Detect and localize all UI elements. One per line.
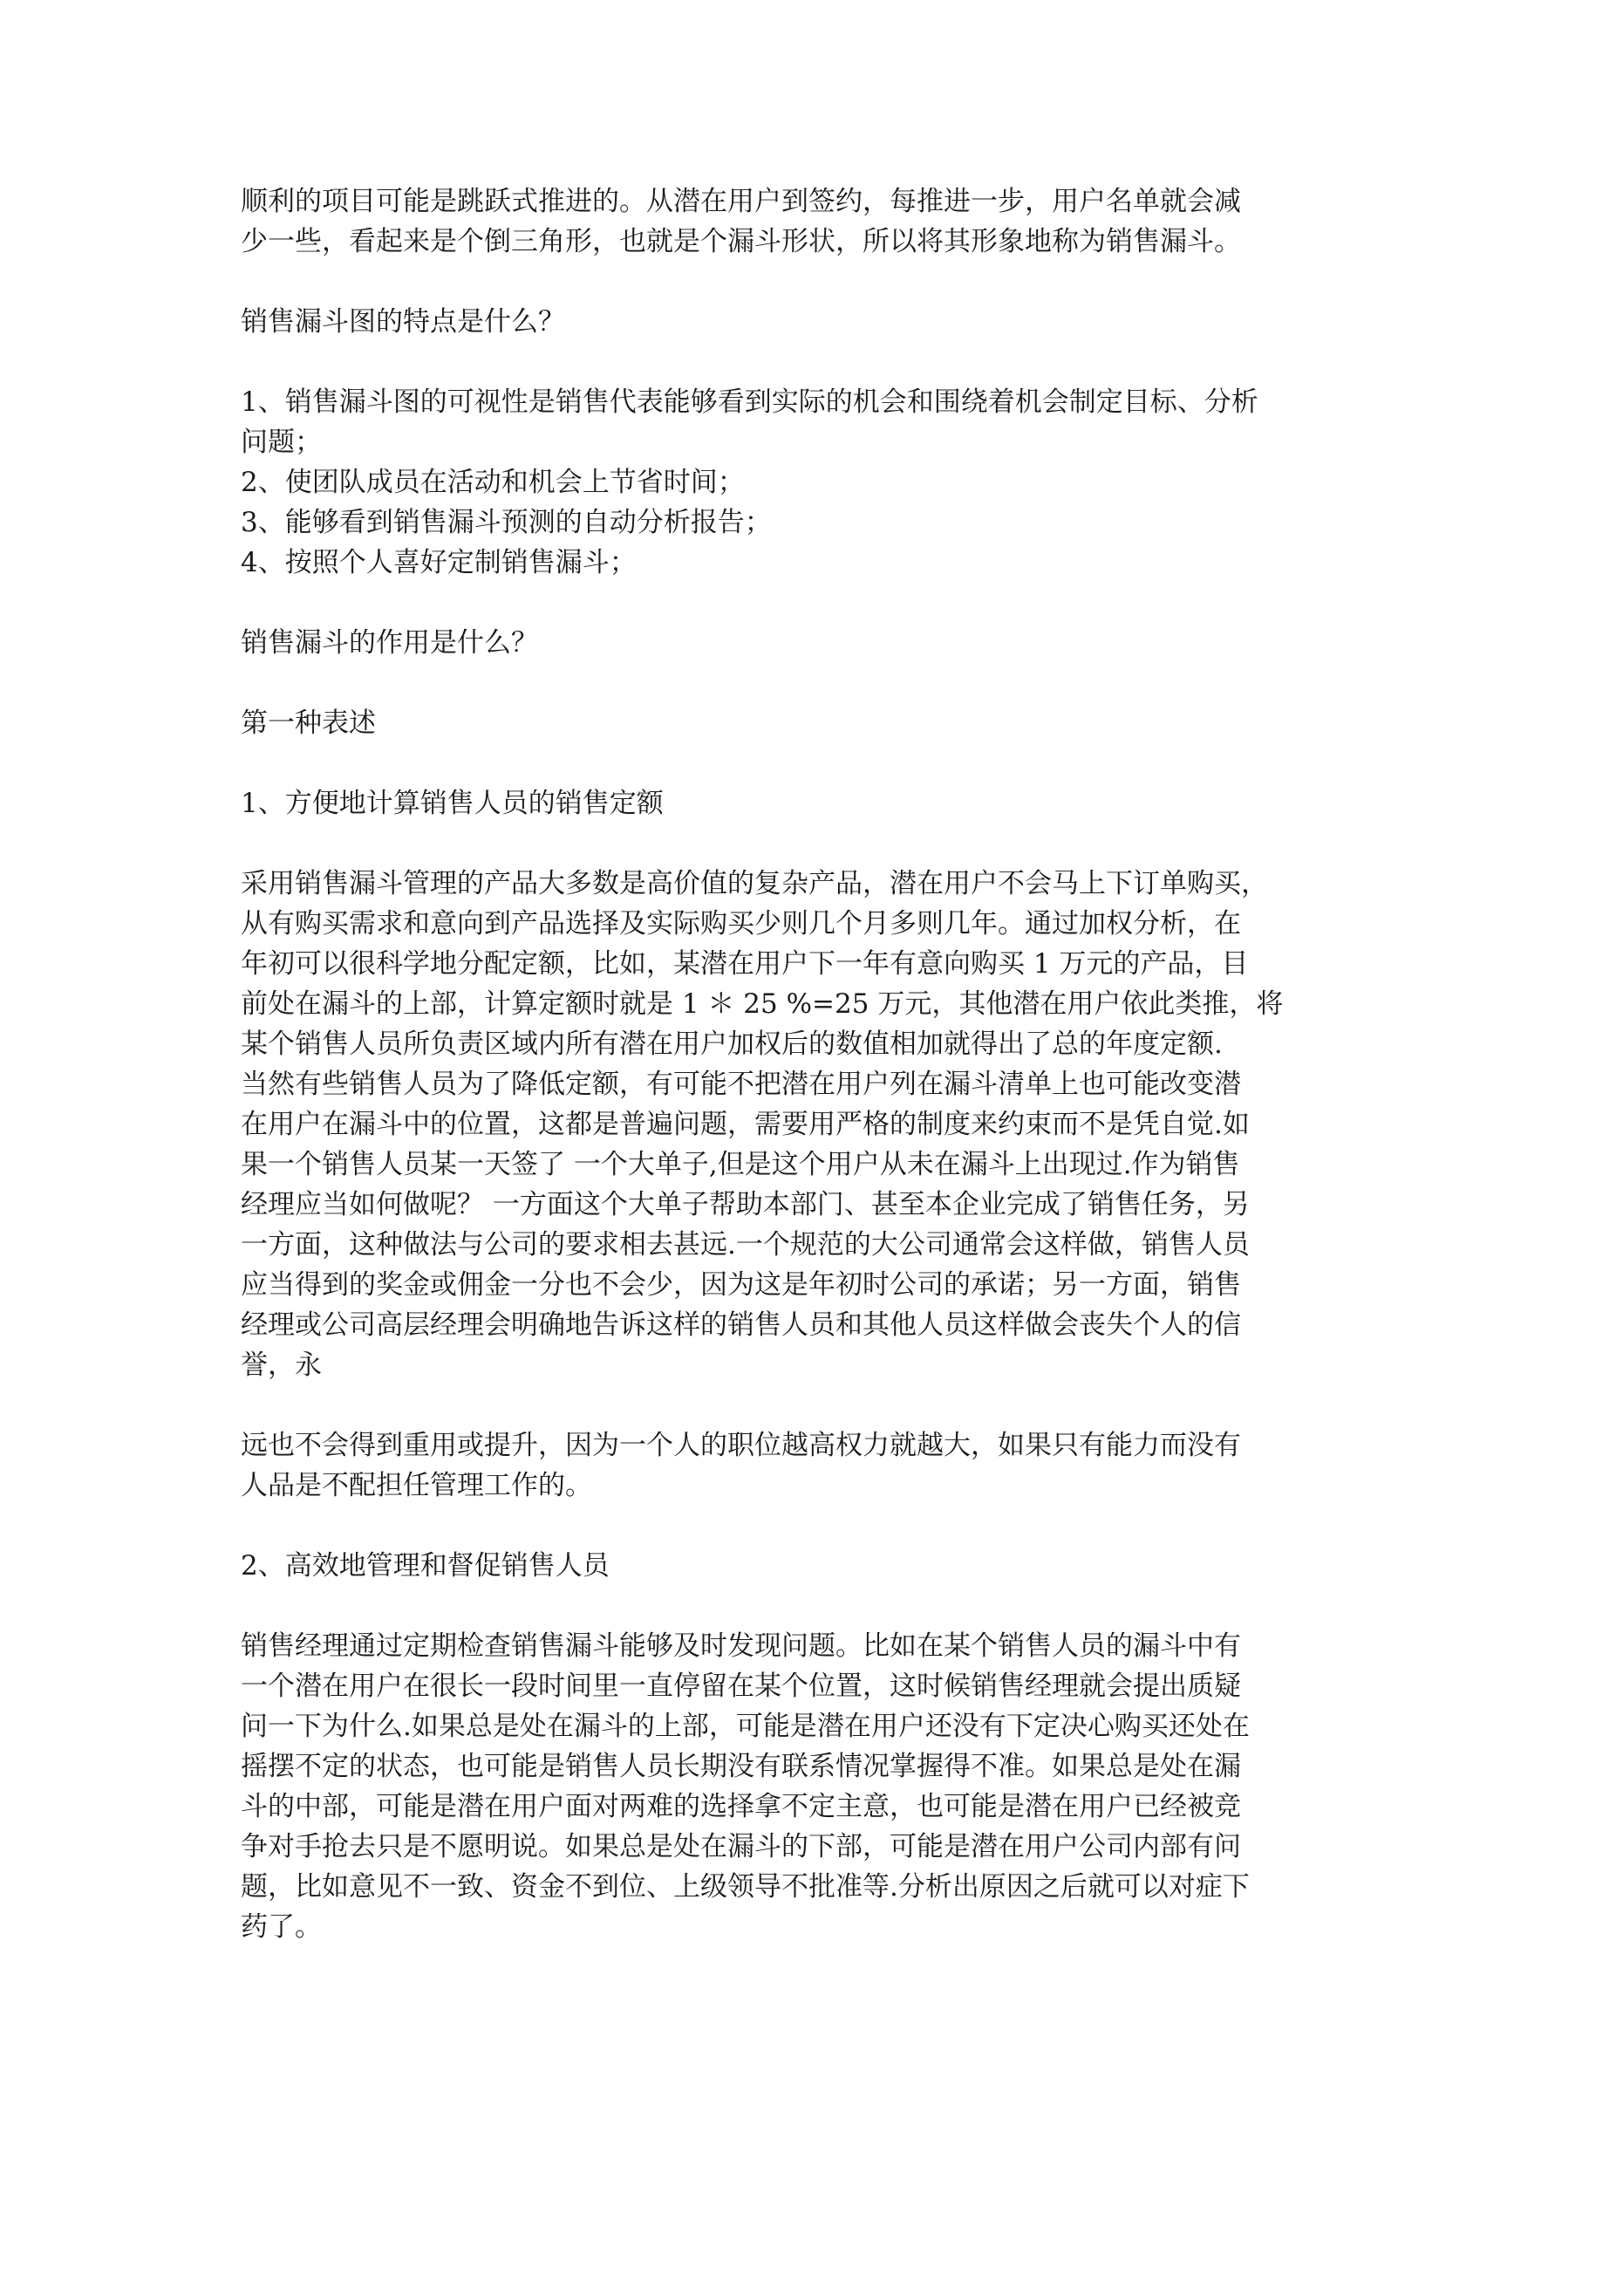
text-line: 经理应当如何做呢？ 一方面这个大单子帮助本部门、甚至本企业完成了销售任务，另 [241, 1189, 1250, 1220]
text-line: 采用销售漏斗管理的产品大多数是高价值的复杂产品，潜在用户不会马上下订单购买， [241, 868, 1268, 899]
text-line: 少一些，看起来是个倒三角形，也就是个漏斗形状，所以将其形象地称为销售漏斗。 [241, 226, 1241, 257]
text-line: 在用户在漏斗中的位置，这都是普遍问题，需要用严格的制度来约束而不是凭自觉.如 [241, 1109, 1250, 1140]
text-line: 从有购买需求和意向到产品选择及实际购买少则几个月多则几年。通过加权分析，在 [241, 908, 1241, 940]
text-line: 顺利的项目可能是跳跃式推进的。从潜在用户到签约，每推进一步，用户名单就会减 [241, 186, 1241, 217]
text-line: 摇摆不定的状态，也可能是销售人员长期没有联系情况掌握得不准。如果总是处在漏 [241, 1751, 1241, 1782]
heading-first: 第一种表述 [241, 707, 376, 739]
list-item: 4、按照个人喜好定制销售漏斗； [241, 547, 637, 578]
text-line: 人品是不配担任管理工作的。 [241, 1470, 592, 1501]
point2-paragraph [241, 1626, 1392, 1947]
text-line: 经理或公司高层经理会明确地告诉这样的销售人员和其他人员这样做会丧失个人的信 [241, 1309, 1241, 1341]
heading-role: 销售漏斗的作用是什么？ [241, 627, 538, 659]
list-item: 问题； [241, 427, 322, 458]
point1-continuation [241, 1425, 1392, 1506]
text-line: 一方面，这种做法与公司的要求相去甚远.一个规范的大公司通常会这样做，销售人员 [241, 1229, 1250, 1261]
text-line: 题，比如意见不一致、资金不到位、上级领导不批准等.分析出原因之后就可以对症下 [241, 1871, 1250, 1903]
list-item: 1、销售漏斗图的可视性是销售代表能够看到实际的机会和围绕着机会制定目标、分析 [241, 386, 1258, 418]
text-line: 年初可以很科学地分配定额，比如，某潜在用户下一年有意向购买 1 万元的产品，目 [241, 948, 1249, 980]
heading-point2: 2、高效地管理和督促销售人员 [241, 1550, 610, 1582]
text-line: 销售经理通过定期检查销售漏斗能够及时发现问题。比如在某个销售人员的漏斗中有 [241, 1630, 1241, 1662]
text-line: 果一个销售人员某一天签了 一个大单子,但是这个用户从未在漏斗上出现过.作为销售 [241, 1149, 1240, 1180]
text-line: 誉，永 [241, 1350, 322, 1381]
document-page [241, 181, 1392, 1987]
heading-features: 销售漏斗图的特点是什么？ [241, 306, 565, 338]
text-line: 某个销售人员所负责区域内所有潜在用户加权后的数值相加就得出了总的年度定额. [241, 1028, 1223, 1060]
features-list [241, 382, 1392, 583]
text-line: 一个潜在用户在很长一段时间里一直停留在某个位置，这时候销售经理就会提出质疑 [241, 1671, 1241, 1702]
text-line: 问一下为什么.如果总是处在漏斗的上部，可能是潜在用户还没有下定决心购买还处在 [241, 1711, 1250, 1742]
list-item: 2、使团队成员在活动和机会上节省时间； [241, 467, 745, 498]
text-line: 远也不会得到重用或提升，因为一个人的职位越高权力就越大，如果只有能力而没有 [241, 1430, 1241, 1461]
intro-paragraph [241, 181, 1392, 262]
text-line: 斗的中部，可能是潜在用户面对两难的选择拿不定主意，也可能是潜在用户已经被竞 [241, 1791, 1241, 1822]
text-line: 当然有些销售人员为了降低定额，有可能不把潜在用户列在漏斗清单上也可能改变潜 [241, 1069, 1241, 1100]
heading-point1: 1、方便地计算销售人员的销售定额 [241, 788, 664, 819]
text-line: 药了。 [241, 1911, 322, 1943]
text-line: 争对手抢去只是不愿明说。如果总是处在漏斗的下部，可能是潜在用户公司内部有问 [241, 1831, 1241, 1862]
list-item: 3、能够看到销售漏斗预测的自动分析报告； [241, 507, 772, 538]
text-line: 前处在漏斗的上部，计算定额时就是 1 ＊ 25 %=25 万元，其他潜在用户依此类推，将 [241, 988, 1284, 1020]
point1-paragraph [241, 864, 1392, 1385]
text-line: 应当得到的奖金或佣金一分也不会少，因为这是年初时公司的承诺；另一方面，销售 [241, 1269, 1241, 1301]
